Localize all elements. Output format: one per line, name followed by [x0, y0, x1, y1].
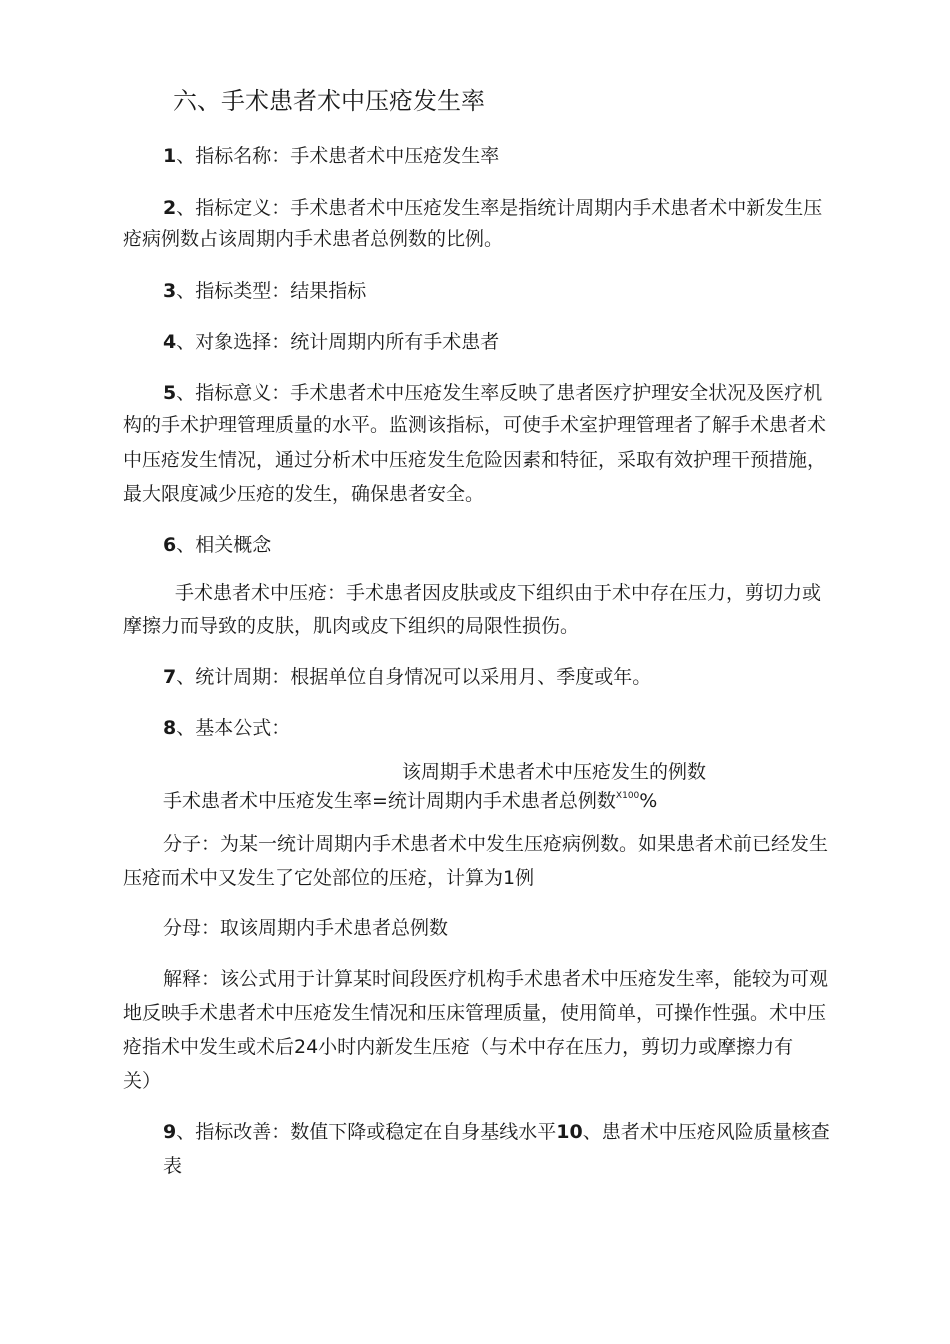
section-title: 六、手术患者术中压疮发生率 — [173, 87, 485, 115]
denominator-note: 分母：取该周期内手术患者总例数 — [163, 917, 449, 939]
item-5 — [163, 382, 822, 404]
explanation-cont: 地反映手术患者术中压疮发生情况和压床管理质量，使用简单，可操作性强。术中压 — [123, 1002, 827, 1024]
item-2-cont: 疮病例数占该周期内手术患者总例数的比例。 — [123, 228, 504, 250]
item-number: 7 — [163, 666, 177, 688]
item-number: 6 — [163, 534, 177, 556]
item-9-10 — [163, 1121, 830, 1143]
numerator-note: 分子：为某一统计周期内手术患者术中发生压疮病例数。如果患者术前已经发生 — [163, 833, 829, 855]
item-6 — [163, 534, 271, 556]
formula-line — [163, 785, 657, 812]
explanation: 解释：该公式用于计算某时间段医疗机构手术患者术中压疮发生率，能较为可观 — [163, 968, 829, 990]
item-text: 、指标改善：数值下降或稳定在自身基线水平 — [176, 1121, 557, 1143]
item-text: 、相关概念 — [176, 534, 272, 556]
explanation-cont: 疮指术中发生或术后24小时内新发生压疮（与术中存在压力，剪切力或摩擦力有 — [123, 1036, 794, 1058]
item-text: 、指标名称：手术患者术中压疮发生率 — [176, 145, 500, 167]
item-text: 、指标定义：手术患者术中压疮发生率是指统计周期内手术患者术中新发生压 — [176, 197, 823, 219]
item-8 — [163, 717, 290, 739]
explanation-cont: 关） — [123, 1070, 162, 1092]
item-number: 1 — [163, 145, 177, 167]
item-4 — [163, 331, 499, 353]
formula-numerator: 该周期手术患者术中压疮发生的例数 — [402, 761, 707, 783]
item-5-cont: 中压疮发生情况，通过分析术中压疮发生危险因素和特征，采取有效护理干预措施， — [123, 449, 827, 471]
item-text: 、对象选择：统计周期内所有手术患者 — [176, 331, 500, 353]
concept-text: 手术患者术中压疮：手术患者因皮肤或皮下组织由于术中存在压力，剪切力或 — [175, 582, 822, 604]
formula-factor: X100 — [615, 791, 640, 801]
item-7 — [163, 666, 651, 688]
item-5-cont: 构的手术护理管理质量的水平。监测该指标，可使手术室护理管理者了解手术患者术 — [123, 414, 827, 436]
formula-percent: % — [639, 790, 658, 812]
item-1 — [163, 145, 499, 167]
item-number: 10 — [556, 1121, 583, 1143]
numerator-note-cont: 压疮而术中又发生了它处部位的压疮，计算为1例 — [123, 867, 535, 889]
item-10-cont: 表 — [163, 1155, 183, 1177]
item-5-cont: 最大限度减少压疮的发生，确保患者安全。 — [123, 483, 485, 505]
item-text: 、患者术中压疮风险质量核查 — [582, 1121, 830, 1143]
item-text: 、指标类型：结果指标 — [176, 280, 367, 302]
item-text: 、指标意义：手术患者术中压疮发生率反映了患者医疗护理安全状况及医疗机 — [176, 382, 823, 404]
item-2 — [163, 197, 822, 219]
item-number: 3 — [163, 280, 177, 302]
item-text: 、统计周期：根据单位自身情况可以采用月、季度或年。 — [176, 666, 652, 688]
item-text: 、基本公式： — [176, 717, 291, 739]
item-number: 5 — [163, 382, 177, 404]
item-number: 9 — [163, 1121, 177, 1143]
item-number: 4 — [163, 331, 177, 353]
item-3 — [163, 280, 366, 302]
concept-text-cont: 摩擦力而导致的皮肤，肌肉或皮下组织的局限性损伤。 — [123, 615, 580, 637]
formula-lhs: 手术患者术中压疮发生率=统计周期内手术患者总例数 — [163, 790, 616, 812]
item-number: 2 — [163, 197, 177, 219]
item-number: 8 — [163, 717, 177, 739]
